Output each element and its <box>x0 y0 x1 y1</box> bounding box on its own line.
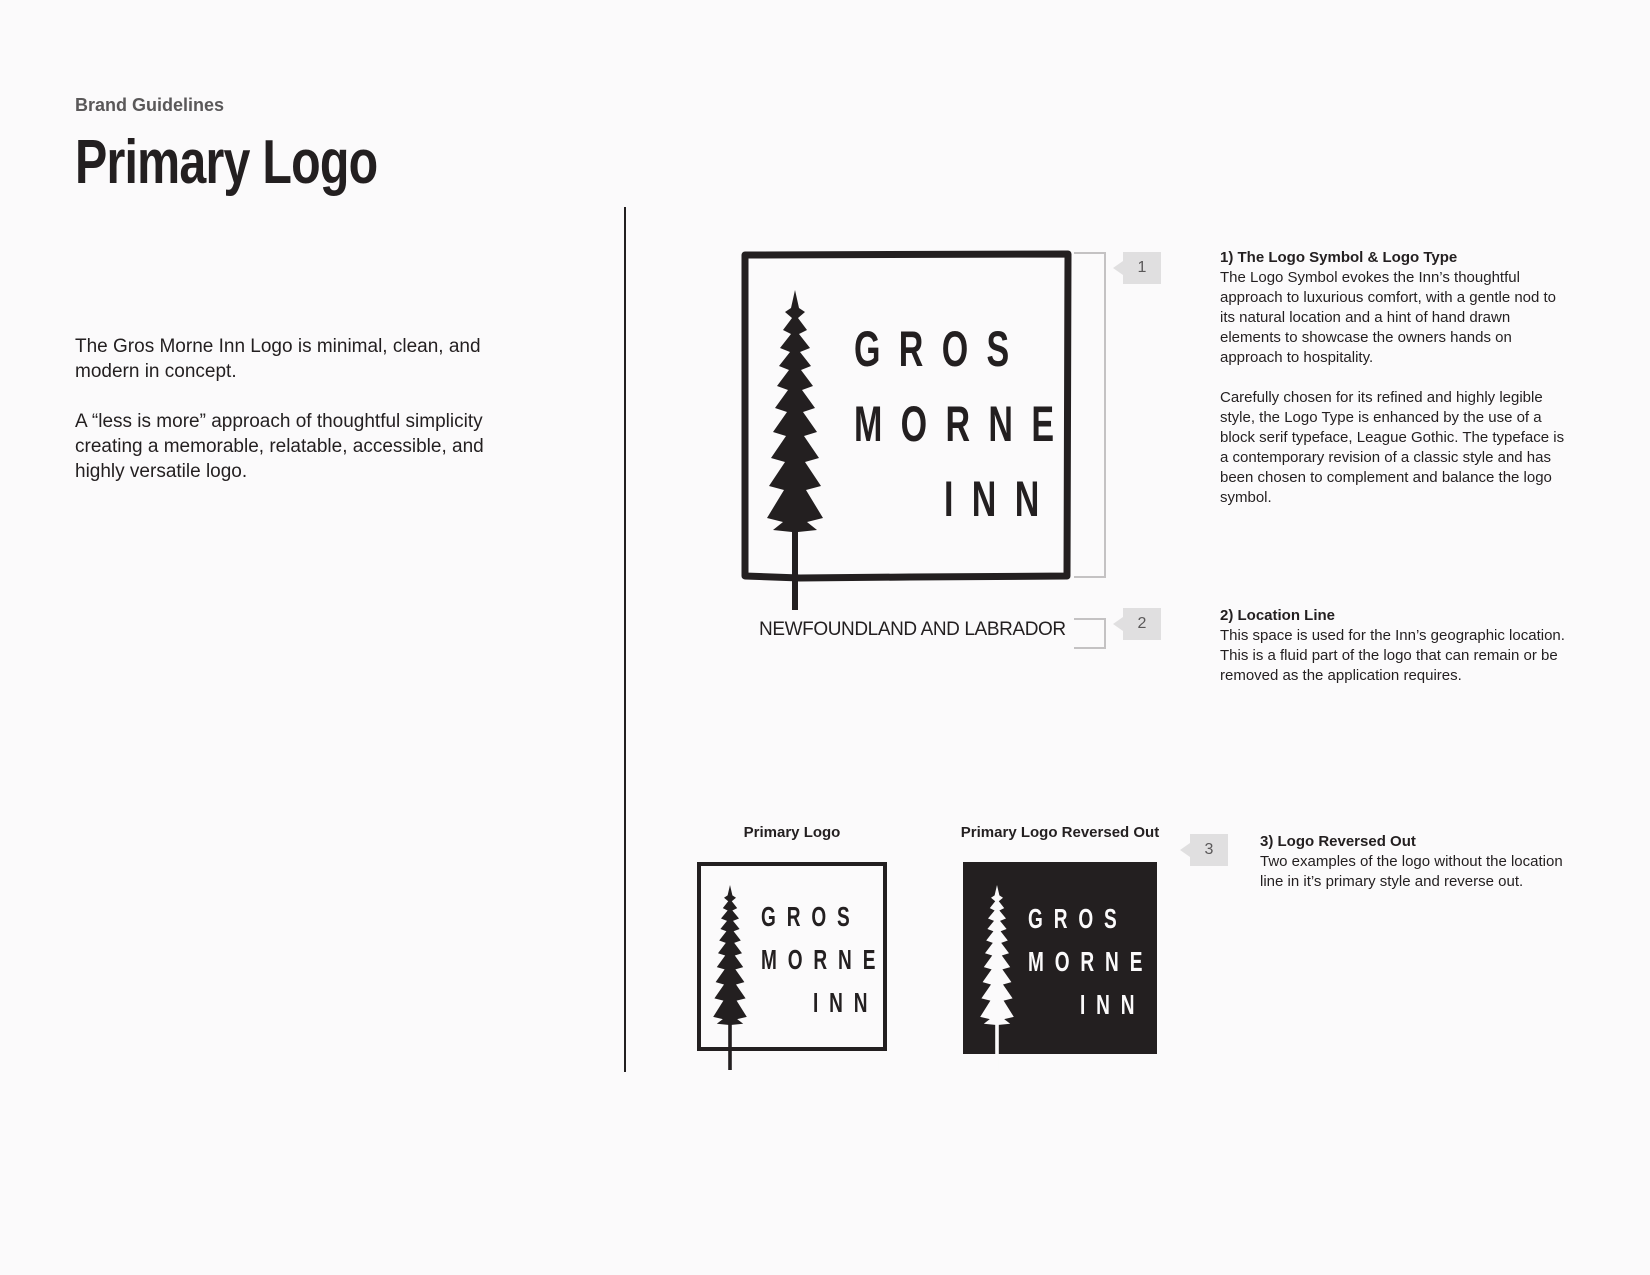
primary-logo-caption: Primary Logo <box>743 824 841 841</box>
reversed-wordmark-morne: MORNE <box>1028 946 1154 977</box>
callout-badge-3: 3 <box>1190 834 1228 866</box>
note-2-heading: 2) Location Line <box>1220 607 1336 624</box>
reversed-wordmark-inn: INN <box>1080 989 1146 1020</box>
note-1-heading: 1) The Logo Symbol & Logo Type <box>1220 249 1458 266</box>
vertical-divider <box>624 207 626 1072</box>
reversed-logo-small <box>963 861 1157 1071</box>
brand-guidelines-kicker: Brand Guidelines <box>75 95 225 115</box>
note-3-heading: 3) Logo Reversed Out <box>1260 833 1416 850</box>
location-line: NEWFOUNDLAND AND LABRADOR <box>759 619 1066 640</box>
small-pine-tree-reversed-icon <box>979 885 1015 1070</box>
intro-paragraph-1: The Gros Morne Inn Logo is minimal, clean, and modern in concept. <box>75 336 481 382</box>
callout-bracket-2 <box>1074 618 1106 649</box>
small-wordmark-gros: GROS <box>761 901 861 932</box>
small-wordmark-inn: INN <box>813 987 879 1018</box>
wordmark-gros: GROS <box>854 321 1028 377</box>
page-title: Primary Logo <box>75 128 378 197</box>
callout-badge-2: 2 <box>1123 608 1161 640</box>
intro-paragraph-2: A “less is more” approach of thoughtful simplicity creating a memorable, relatable, accessible, and highly versatile logo. <box>75 411 484 482</box>
note-3-paragraph: Two examples of the logo without the location line in it’s primary style and reverse out. <box>1260 853 1563 890</box>
callout-bracket-1 <box>1074 252 1106 578</box>
note-2-paragraph: This space is used for the Inn’s geographic location. This is a fluid part of the logo that can remain or be removed as the application requires. <box>1220 627 1565 684</box>
note-location-line <box>1220 606 1575 706</box>
callout-badge-1: 1 <box>1123 252 1161 284</box>
wordmark-inn: INN <box>944 471 1058 527</box>
small-pine-tree-icon <box>712 885 748 1070</box>
reversed-logo-caption: Primary Logo Reversed Out <box>960 824 1160 841</box>
reversed-wordmark-gros: GROS <box>1028 903 1128 934</box>
main-logo <box>740 250 1080 610</box>
wordmark-morne: MORNE <box>854 396 1073 452</box>
note-1-paragraph-1: The Logo Symbol evokes the Inn’s thoughtful approach to luxurious comfort, with a gentle nod to its natural location and a hint of hand drawn elements to showcase the owners hands on approach to hospitality. <box>1220 269 1557 366</box>
note-reversed-out <box>1260 832 1580 912</box>
note-logo-symbol <box>1220 248 1575 528</box>
pine-tree-icon <box>765 290 825 610</box>
primary-logo-small <box>696 861 888 1071</box>
note-1-paragraph-2: Carefully chosen for its refined and highly legible style, the Logo Type is enhanced by the use of a block serif typeface, League Gothic. The typeface is a contemporary revision of a classic style and has been chosen to complement and balance the logo symbol. <box>1220 389 1565 506</box>
small-wordmark-morne: MORNE <box>761 944 887 975</box>
